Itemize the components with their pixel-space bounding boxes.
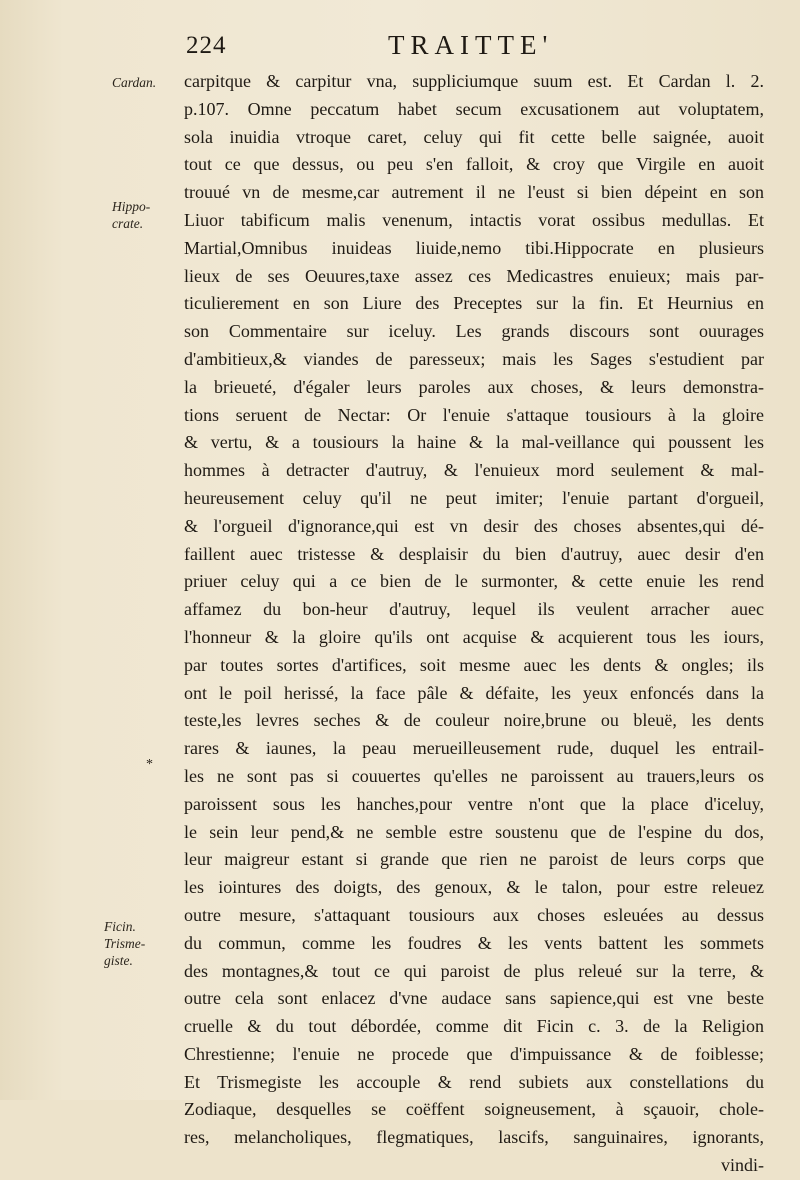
text-line: carpitque & carpitur vna, suppliciumque suum est. Et Cardan l. 2. [184, 71, 764, 91]
text-line: outre cela sont enlacez d'vne audace sans sapience,qui est vne beste [184, 988, 764, 1009]
running-title: TRAITTE' [388, 30, 554, 60]
page-header [186, 30, 766, 64]
text-line: affamez du bon-heur d'autruy, lequel ils veulent arracher auec [184, 599, 764, 620]
catchword: vindi- [721, 1155, 764, 1176]
text-line: les ne sont pas si couuertes qu'elles ne paroissent au trauers,leurs os [184, 765, 764, 786]
margin-note-ficin-trismegiste: Ficin. Trisme-giste. [104, 919, 146, 968]
text-line: teste,les levres seches & de couleur noire,brune ou bleuë, les dents [184, 710, 764, 731]
text-line: Liuor tabificum malis venenum, intactis vorat ossibus medullas. Et [184, 209, 764, 230]
text-line: p.107. Omne peccatum habet secum excusationem aut voluptatem, [184, 98, 764, 119]
text-line: paroissent sous les hanches,pour ventre n'ont que la place d'iceluy, [184, 793, 764, 814]
text-line: Chrestienne; l'enuie ne procede que d'impuissance & de foiblesse; [184, 1043, 764, 1064]
text-line: leur maigreur estant si grande que rien ne paroist de leurs corps que [184, 849, 764, 870]
text-line: Martial,Omnibus inuideas liuide,nemo tibi.Hippocrate en plusieurs [184, 237, 764, 258]
text-line: sola inuidia vtroque caret, celuy qui fit cette belle saignée, auoit [184, 126, 764, 147]
text-line: du commun, comme les foudres & les vents battent les sommets [184, 932, 764, 953]
text-line: des montagnes,& tout ce qui paroist de plus releué sur la terre, & [184, 960, 764, 981]
text-line: hommes à detracter d'autruy, & l'enuieux mord seulement & mal- [184, 460, 764, 481]
text-line: les iointures des doigts, des genoux, & le talon, pour estre releuez [184, 877, 764, 898]
text-line: priuer celuy qui a ce bien de le surmonter, & cette enuie les rend [184, 571, 764, 592]
text-line: ticulierement en son Liure des Preceptes sur la fin. Et Heurnius en [184, 293, 764, 314]
text-line: rares & iaunes, la peau merueilleusement rude, duquel les entrail- [184, 738, 764, 759]
text-line: ont le poil herissé, la face pâle & défaite, les yeux enfoncés dans la [184, 682, 764, 703]
text-body [184, 68, 764, 1180]
text-line: outre mesure, s'attaquant tousiours aux choses esleuées au dessus [184, 904, 764, 925]
text-line: la brieueté, d'égaler leurs paroles aux choses, & leurs demonstra- [184, 376, 764, 397]
text-line: lieux de ses Oeuures,taxe assez ces Medicastres enuieux; mais par- [184, 265, 764, 286]
text-line: tout ce que dessus, ou peu s'en falloit, & croy que Virgile en auoit [184, 154, 764, 175]
text-line: d'ambitieux,& viandes de paresseux; mais les Sages s'estudient par [184, 348, 764, 369]
text-line: & vertu, & a tousiours la haine & la mal-veillance qui poussent les [184, 432, 764, 453]
text-line: trouué vn de mesme,car autrement il ne l'eust si bien dépeint en son [184, 182, 764, 203]
text-line: par toutes sortes d'artifices, soit mesme auec les dents & ongles; ils [184, 654, 764, 675]
text-line: res, melancholiques, flegmatiques, lascifs, sanguinaires, ignorants, [184, 1127, 764, 1148]
margin-note-asterisk: * [146, 757, 153, 772]
text-line: son Commentaire sur iceluy. Les grands discours sont ouurages [184, 321, 764, 342]
text-line: tions seruent de Nectar: Or l'enuie s'attaque tousiours à la gloire [184, 404, 764, 425]
text-line: heureusement celuy qu'il ne peut imiter; l'enuie partant d'orgueil, [184, 487, 764, 508]
margin-note-hippocrate: Hippo-crate. [112, 199, 151, 231]
text-line: le sein leur pend,& ne semble estre soustenu que de l'espine du dos, [184, 821, 764, 842]
text-line: & l'orgueil d'ignorance,qui est vn desir des choses absentes,qui dé- [184, 515, 764, 536]
text-line: cruelle & du tout débordée, comme dit Ficin c. 3. de la Religion [184, 1016, 764, 1037]
text-line: Et Trismegiste les accouple & rend subiets aux constellations du [184, 1071, 764, 1092]
text-line: Zodiaque, desquelles se coëffent soigneusement, à sçauoir, chole- [184, 1099, 764, 1120]
text-line: l'honneur & la gloire qu'ils ont acquise & acquierent tous les iours, [184, 626, 764, 647]
margin-note-cardan: Cardan. [112, 75, 157, 90]
page-number: 224 [186, 32, 227, 59]
text-line: faillent auec tristesse & desplaisir du bien d'autruy, auec desir d'en [184, 543, 764, 564]
